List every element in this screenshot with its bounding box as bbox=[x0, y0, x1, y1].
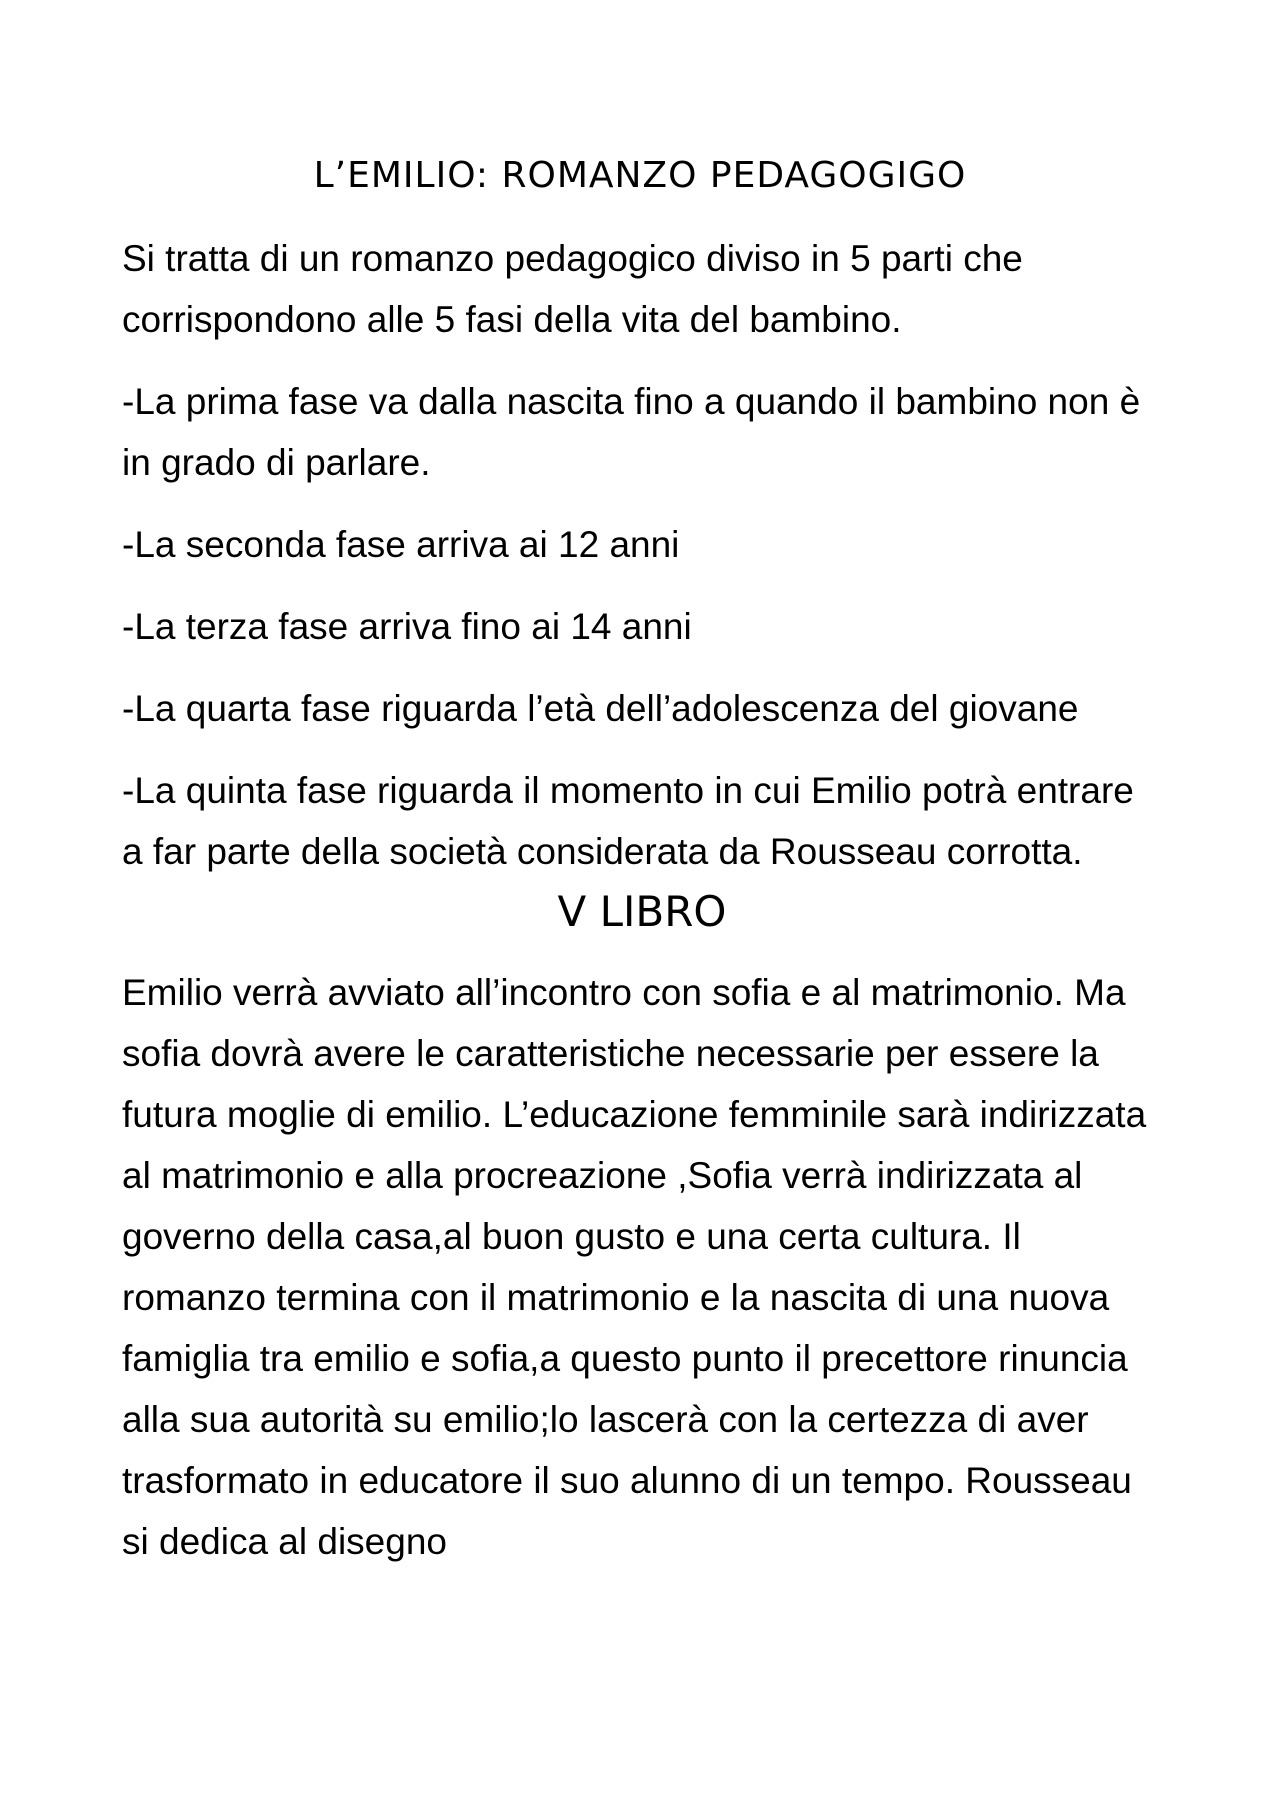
phase-4-paragraph: -La quarta fase riguarda l’età dell’adolescenza del giovane bbox=[122, 688, 1079, 729]
phase-5-paragraph: -La quinta fase riguarda il momento in cui Emilio potrà entrare a far parte della società considerata da Rousseau corrotta. bbox=[122, 770, 1134, 872]
document-body bbox=[122, 228, 1162, 1593]
phase-1-paragraph: -La prima fase va dalla nascita fino a quando il bambino non è in grado di parlare. bbox=[122, 381, 1141, 483]
document-title: L’EMILIO: ROMANZO PEDAGOGIGO bbox=[313, 155, 967, 196]
intro-paragraph: Si tratta di un romanzo pedagogico diviso in 5 parti che corrispondono alle 5 fasi della vita del bambino. bbox=[122, 238, 1023, 340]
section-title: V LIBRO bbox=[557, 887, 727, 936]
phase-3-paragraph: -La terza fase arriva fino ai 14 anni bbox=[122, 606, 692, 647]
section-body-paragraph: Emilio verrà avviato all’incontro con sofia e al matrimonio. Ma sofia dovrà avere le caratteristiche necessarie per essere la futura moglie di emilio. L’educazione femminile sarà indirizzata al matrimonio e alla procreazione ,Sofia verrà indirizzata al governo della casa,al buon gusto e una certa cultura. Il romanzo termina con il matrimonio e la nascita di una nuova famiglia tra emilio e sofia,a questo punto il precettore rinuncia alla sua autorità su emilio;lo lascerà con la certezza di aver trasformato in educatore il suo alunno di un tempo. Rousseau si dedica al disegno bbox=[122, 972, 1147, 1562]
phase-2-paragraph: -La seconda fase arriva ai 12 anni bbox=[122, 524, 680, 565]
